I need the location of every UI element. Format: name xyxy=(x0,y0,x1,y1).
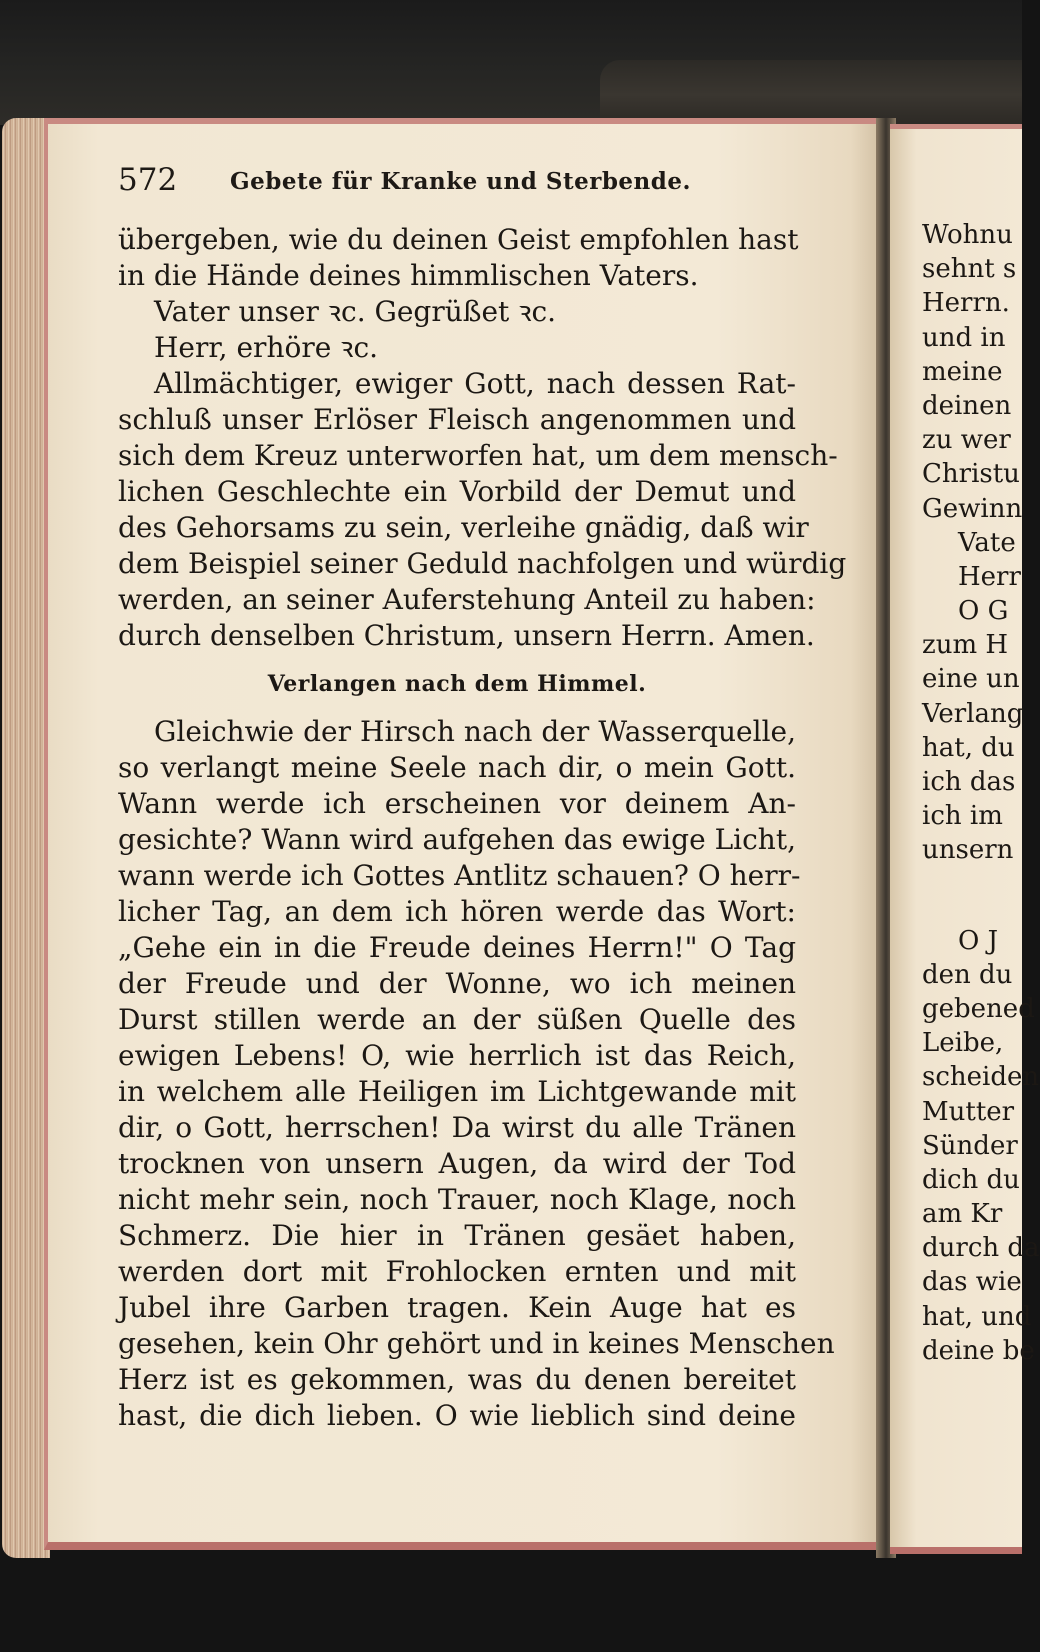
prayer-reference-line: Vater unser ꝛc. Gegrüßet ꝛc. xyxy=(154,295,557,328)
prayer-reference-line: Herr, erhöre ꝛc. xyxy=(154,331,379,364)
text-line: Christu xyxy=(922,459,1020,490)
text-line: Allmächtiger, ewiger Gott, nach dessen Rat- xyxy=(154,367,796,400)
text-line: den du xyxy=(922,959,1013,990)
text-line: ich das xyxy=(922,767,1016,797)
text-line: werden dort mit Frohlocken ernten und mit xyxy=(118,1255,796,1288)
text-line: Schmerz. Die hier in Tränen gesäet haben, xyxy=(118,1219,796,1252)
text-line: durch denselben Christum, unsern Herrn. Amen. xyxy=(118,619,815,652)
right-page-text xyxy=(922,218,1040,1368)
text-line: scheiden xyxy=(922,1062,1040,1093)
text-line: Herr xyxy=(958,561,1021,592)
text-line: so verlangt meine Seele nach dir, o mein Gott. xyxy=(118,751,796,784)
text-line: deinen xyxy=(922,390,1012,421)
text-line: Jubel ihre Garben tragen. Kein Auge hat es xyxy=(118,1291,796,1324)
text-line: gebened xyxy=(922,993,1035,1024)
text-line: dich du xyxy=(922,1164,1020,1195)
page-number: 572 xyxy=(118,162,178,198)
text-line: ewigen Lebens! O, wie herrlich ist das Reich, xyxy=(118,1039,796,1072)
text-line: ich im xyxy=(922,801,1003,832)
text-line: Leibe, xyxy=(922,1028,1004,1059)
text-line: in die Hände deines himmlischen Vaters. xyxy=(118,259,699,292)
text-line: Verlang xyxy=(922,698,1024,729)
text-line: deine be xyxy=(922,1335,1035,1366)
text-line: zum H xyxy=(922,630,1009,661)
text-line: Mutter xyxy=(922,1096,1015,1127)
text-line: schluß unser Erlöser Fleisch angenommen und xyxy=(118,403,796,436)
text-line: Wann werde ich erscheinen vor deinem An- xyxy=(118,787,796,820)
text-line: des Gehorsams zu sein, verleihe gnädig, daß wir xyxy=(118,511,809,544)
text-line: eine un xyxy=(922,664,1020,695)
text-line: dem Beispiel seiner Geduld nachfolgen und würdig xyxy=(118,547,847,580)
spacer xyxy=(922,868,1022,924)
text-line: und in xyxy=(922,322,1006,353)
text-line: in welchem alle Heiligen im Lichtgewande mit xyxy=(118,1075,796,1108)
text-line: Vate xyxy=(958,527,1016,558)
text-line: Herrn. xyxy=(922,288,1010,319)
text-line: übergeben, wie du deinen Geist empfohlen hast xyxy=(118,223,799,256)
running-head: Gebete für Kranke und Sterbende. xyxy=(230,168,691,195)
text-line: O J xyxy=(958,925,999,956)
text-line: sich dem Kreuz unterworfen hat, um dem mensch- xyxy=(118,439,838,472)
text-line: Wohnu xyxy=(922,220,1013,250)
text-line: meine xyxy=(922,356,1003,387)
text-line: „Gehe ein in die Freude deines Herrn!" O Tag xyxy=(118,931,796,964)
section-heading: Verlangen nach dem Himmel. xyxy=(267,671,647,697)
page-header xyxy=(118,162,818,202)
text-line: O G xyxy=(958,596,1009,627)
text-line: das wie xyxy=(922,1267,1022,1298)
text-line: lichen Geschlechte ein Vorbild der Demut und xyxy=(118,475,796,508)
text-line: licher Tag, an dem ich hören werde das Wort: xyxy=(118,895,796,928)
text-line: Gleichwie der Hirsch nach der Wasserquelle, xyxy=(154,715,796,748)
text-line: Gewinn xyxy=(922,493,1023,524)
text-line: der Freude und der Wonne, wo ich meinen xyxy=(118,967,796,1000)
text-line: wann werde ich Gottes Antlitz schauen? O herr- xyxy=(118,859,801,892)
text-line: Sünder xyxy=(922,1130,1018,1161)
text-line: gesichte? Wann wird aufgehen das ewige Licht, xyxy=(118,823,796,856)
text-line: gesehen, kein Ohr gehört und in keines Menschen xyxy=(118,1327,835,1360)
text-line: durch da xyxy=(922,1233,1040,1264)
text-line: zu wer xyxy=(922,425,1011,456)
text-line: unsern xyxy=(922,835,1014,866)
text-line: trocknen von unsern Augen, da wird der Tod xyxy=(118,1147,796,1180)
text-line: hat, du xyxy=(922,732,1015,763)
text-line: hat, und xyxy=(922,1301,1032,1332)
text-line: hast, die dich lieben. O wie lieblich sind deine xyxy=(118,1399,796,1432)
page-edges xyxy=(2,118,50,1558)
text-line: am Kr xyxy=(922,1199,1003,1230)
left-page-text xyxy=(118,222,847,1434)
text-line: Durst stillen werde an der süßen Quelle des xyxy=(118,1003,796,1036)
text-line: nicht mehr sein, noch Trauer, noch Klage, noch xyxy=(118,1183,796,1216)
text-line: sehnt s xyxy=(922,254,1017,285)
text-line: dir, o Gott, herrschen! Da wirst du alle Tränen xyxy=(118,1111,796,1144)
text-line: Herz ist es gekommen, was du denen bereitet xyxy=(118,1363,796,1396)
text-line: werden, an seiner Auferstehung Anteil zu haben: xyxy=(118,583,816,616)
